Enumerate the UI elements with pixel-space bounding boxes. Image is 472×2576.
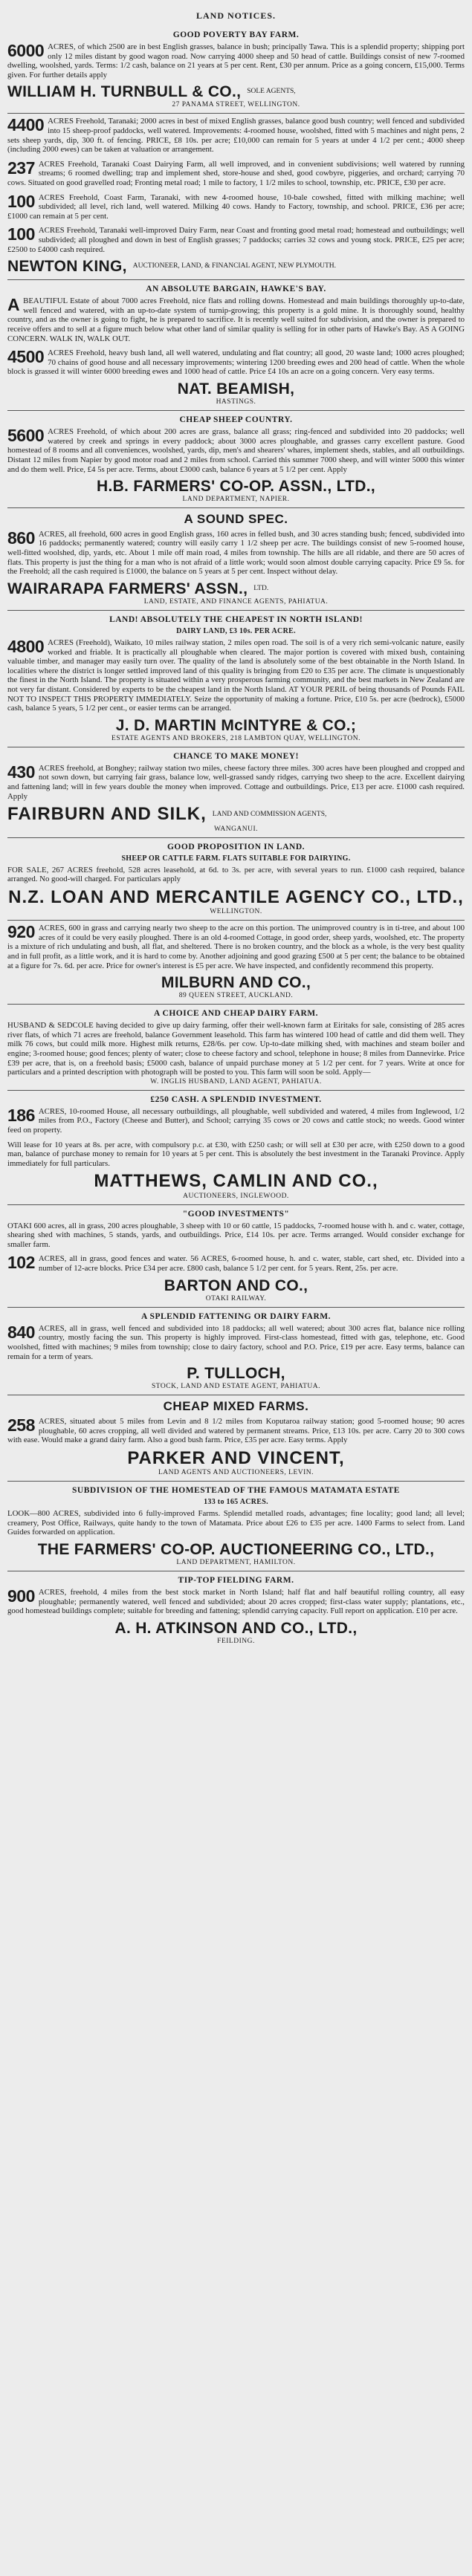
ad-text: ACRES Freehold, of which about 200 acres are grass, balance all grass; ring-fenced and subdivided into 20 paddocks; well watered by creek and springs in every paddock; about 3000 acres ploughable, and grasses carry excellent pasture. Good homestead of 8 rooms and all conveniences, woolshed, yards, dip, men's and shearers' whares, implement sheds, stables, and all outbuildings. Distant 12 miles from Napier by good motor road and 2 miles from school. Carried this summer 7000 sheep, and will winter 5000 this winter and do them well. Price, £4 5s per acre. Terms, about £3000 cash, balance 6 years at 5 1/2 per cent. Apply <box>7 427 465 474</box>
ad-subheading: DAIRY LAND, £3 10s. PER ACRE. <box>176 626 296 635</box>
agent-name: P. TULLOCH, <box>187 1365 285 1383</box>
ad-paragraph <box>7 866 465 884</box>
acreage-figure: 5600 <box>7 426 45 446</box>
ad-heading: CHEAP MIXED FARMS. <box>163 1399 309 1414</box>
ad-text: ACRES, situated about 5 miles from Levin and 8 1/2 miles from Koputaroa railway station; good 5-roomed house; 90 acres ploughable, 60 acres cropping, all well divided and watered by permanent streams. Price, £13 10s. per acre. Carry 20 to 300 cows with ease. Would make a grand dairy farm. Also a good bush farm. Price, £35 per acre. Easy terms. Apply <box>7 1416 465 1445</box>
agent-name: J. D. MARTIN McINTYRE & CO.; <box>115 716 357 734</box>
acreage-figure: 430 <box>7 762 35 782</box>
ad-heading: GOOD POVERTY BAY FARM. <box>172 30 300 39</box>
ad-body <box>7 427 465 474</box>
ad-paragraph <box>7 1107 465 1135</box>
ad-heading: £250 CASH. A SPLENDID INVESTMENT. <box>150 1094 322 1104</box>
agent-address: WANGANUI. <box>213 825 259 833</box>
ad-text: ACRES, all freehold, 600 acres in good English grass, 160 acres in felled bush, and 30 acres standing bush; fenced, subdivided into 16 paddocks; permanently watered; country will easily carry 1 1/2 sheep per acre. The buildings consist of new 5-roomed house, well-fitted woolshed, dip, yards, etc. About 1 mile off main road, 4 miles from township. The hills are all ridable, and there are 50 acres of flats. This property is just the thing for a man who is not afraid of a little work; would soon almost double carrying capacity. Price £9 5s. for the Freehold; all the cash required is £1000, the balance on 5 years at 5 per cent. Inspect without delay. <box>7 529 465 577</box>
agent-address: OTAKI RAILWAY. <box>205 1294 267 1302</box>
ad-paragraph <box>7 764 465 801</box>
ad-paragraph <box>7 638 465 713</box>
ad-body <box>7 866 465 884</box>
advertisement <box>7 114 465 280</box>
acreage-figure: 860 <box>7 528 35 548</box>
ad-text: ACRES, all in grass, well fenced and subdivided into 18 paddocks; all well watered; about 300 acres flat, balance nice rolling country, mostly facing the sun. This property is highly improved. First-class homestead, fitted with gas, telephone, etc. Good woolshed, fitted with machines; 9 miles from township; close to dairy factory, school and P.O. Price, £19 per acre. Easy terms, balance can remain for a term of years. <box>7 1323 465 1361</box>
advertisement <box>7 508 465 611</box>
ad-text: ACRES Freehold, heavy bush land, all well watered, undulating and flat country; all good, 20 waste land; 1000 acres ploughed; 70 chains of good house and all necessary improvements; wintering 1200 breeding ewes and 200 head of cattle. When the whole block is grassed it will winter 6000 breeding ewes and 1000 head of cattle. Price £4 10s an acre on a going concern. Very easy terms. <box>7 348 465 377</box>
agent-signature <box>7 805 465 824</box>
ad-text: ACRES freehold, at Bonghey; railway station two miles, cheese factory three miles. 300 acres have been ploughed and cropped and not sown down, but carrying fair grass, balance low, well-grassed sandy ridges, carrying two sheep to the acre. Excellent dairying and fattening land; will in few years double the money when improved. Cottage and outbuildings. Price, £13 per acre. £1000 cash required. Apply <box>7 763 465 801</box>
agent-name: THE FARMERS' CO-OP. AUCTIONEERING CO., LTD., <box>37 1540 435 1558</box>
ad-text: ACRES, all in grass, good fences and water. 56 ACRES, 6-roomed house, h. and c. water, stable, cart shed, etc. Divided into a number of 12-acre blocks. Price £34 per acre. £800 cash, balance 5 1/2 per cent. for 5 years. Rent, 25s. per acre. <box>38 1254 465 1274</box>
ad-paragraph <box>7 1222 465 1250</box>
ad-body <box>7 1588 465 1616</box>
agent-name: PARKER AND VINCENT, <box>127 1447 345 1468</box>
agent-role: AUCTIONEER, LAND, & FINANCIAL AGENT, NEW PLYMOUTH. <box>132 262 337 270</box>
advertisement <box>7 921 465 1005</box>
agent-signature <box>7 717 465 734</box>
agent-address: LAND AGENTS AND AUCTIONEERS, LEVIN. <box>158 1469 314 1477</box>
ad-body <box>7 1324 465 1361</box>
agent-address: ESTATE AGENTS AND BROKERS, 218 LAMBTON QUAY, WELLINGTON. <box>111 734 361 742</box>
advertisement <box>7 1395 465 1482</box>
agent-address: STOCK, LAND AND ESTATE AGENT, PAHIATUA. <box>151 1383 321 1391</box>
agent-signature <box>7 380 465 398</box>
agent-address: LAND, ESTATE, AND FINANCE AGENTS, PAHIATUA. <box>143 597 329 606</box>
acreage-figure: 6000 <box>7 41 45 60</box>
ad-paragraph <box>7 1254 465 1273</box>
agent-signature <box>7 1172 465 1191</box>
acreage-figure: 186 <box>7 1105 35 1125</box>
ad-paragraph <box>7 427 465 474</box>
ad-text: ACRES, freehold, 4 miles from the best stock market in North Island; half flat and half beautiful rolling country, all easy ploughable; permanently watered, well fenced and subdivided; about 20 acres cropped; first-class water supply; plantations, etc., good homestead buildings complete; suitable for breeding and fattening; splendid carrying capacity. Full report on application. £10 per acre. <box>7 1587 465 1616</box>
agent-signature <box>7 83 465 100</box>
agent-name: WAIRARAPA FARMERS' ASSN., <box>7 580 248 597</box>
ad-paragraph <box>7 1509 465 1537</box>
acreage-figure: 100 <box>7 191 35 211</box>
ad-heading: A SOUND SPEC. <box>184 512 288 527</box>
agent-name: WILLIAM H. TURNBULL & CO., <box>7 83 242 101</box>
ad-paragraph <box>7 160 465 188</box>
acreage-figure: 4400 <box>7 115 45 135</box>
agent-signature <box>7 1365 465 1382</box>
ad-text: LOOK—800 ACRES, subdivided into 6 fully-improved Farms. Splendid metalled roads, advantages; fine locality; good land; all level; creamery, Post Office, Railways, quite handy to the town of Matamata. Price about £26 to £35 per acre. 1400 Farms to select from. Land Guides forwarded on application. <box>7 1509 465 1537</box>
ad-text: HUSBAND & SEDCOLE having decided to give up dairy farming, offer their well-known farm at Eiritaks for sale, consisting of 285 acres river flats, of which 71 acres are freehold, balance Government leasehold. This farm has wintered 100 head of cattle and did them well. They milk 76 cows, but could milk more. Highest milk returns, £28/6s. per cow. Up-to-date milking shed, with machines and steam boiler and engine; 3-roomed house; good fences; plenty of water; close to cheese factory and school, telephone in house; 8 miles from Dannevirke. Price £39 per acre, that is, on a freehold basis; £5000 cash, balance of unpaid purchase money at 5 1/2 per cent. for 7 years. Write at once for particulars and a printed description with photograph will be posted to you. This farm will soon be sold. Apply— <box>7 1021 465 1077</box>
advertisement <box>7 411 465 508</box>
ad-paragraph <box>7 1324 465 1361</box>
agent-name: BARTON AND CO., <box>164 1276 308 1294</box>
agent-name: H.B. FARMERS' CO-OP. ASSN., LTD., <box>96 478 376 496</box>
agent-signature <box>7 1541 465 1558</box>
agent-name: MATTHEWS, CAMLIN AND CO., <box>94 1171 378 1192</box>
ad-text: BEAUTIFUL Estate of about 7000 acres Freehold, nice flats and rolling downs. Homestead and main buildings thoroughly up-to-date, well fenced and watered, with an up-to-date system of turnip-growing; this property is a gold mine. It is thoroughly sound, healthy country, and as the owner is going to fight, he is prepared to sacrifice. It is recently well suited for subdivision, and the owner is prepared to receive offers and to sell at a figure much below what other land of similar quality is selling for in other parts of Hawke's Bay. AS A GOING CONCERN. WALK IN, WALK OUT. <box>7 296 465 343</box>
ad-heading: GOOD PROPOSITION IN LAND. <box>167 842 305 851</box>
agent-name: N.Z. LOAN AND MERCANTILE AGENCY CO., LTD., <box>8 886 464 907</box>
ad-paragraph <box>7 1588 465 1616</box>
ad-paragraph <box>7 924 465 970</box>
ad-heading: "GOOD INVESTMENTS" <box>182 1209 290 1219</box>
ad-heading: A CHOICE AND CHEAP DAIRY FARM. <box>154 1009 318 1019</box>
agent-address: AUCTIONEERS, INGLEWOOD. <box>183 1192 289 1200</box>
ad-heading: TIP-TOP FIELDING FARM. <box>178 1575 294 1585</box>
advertisement <box>7 747 465 838</box>
ad-heading: A SPLENDID FATTENING OR DAIRY FARM. <box>141 1311 331 1321</box>
ad-paragraph <box>7 42 465 80</box>
ad-body <box>7 42 465 80</box>
agent-address: WELLINGTON. <box>210 908 262 916</box>
ad-paragraph <box>7 1417 465 1445</box>
agent-signature <box>7 258 465 275</box>
ad-paragraph <box>7 193 465 221</box>
ad-text: Will lease for 10 years at 8s. per acre, with compulsory p.c. at £30, with £250 cash; or will sell at £30 per acre, with £250 down to a good man, balance of purchase money to remain for 10 years at 5 per cent. This is absolutely the best investment in the Taranaki Province. Apply immediately for full particulars. <box>7 1140 465 1168</box>
ad-text: ACRES, 600 in grass and carrying nearly two sheep to the acre on this portion. The unimproved country is in ti-tree, and about 100 acres of it could be very easily ploughed. There is an old 4-roomed Cottage, in good order, sheep yards, woolshed, etc. The property is a mixture of rich undulating and bush, all flat, and sheltered. There is no broken country, and the block as a whole, is the very best quality and in full profit, as a little work, and it is hard to come by. Another adjoining and good grazing £500 at 5 per cent; the balance to be obtained at a figure for 7s. 6d. per acre. Price for owner's interest is £5 per acre. We have inspected, and confidently recommend this property. <box>7 924 465 970</box>
ad-paragraph <box>7 226 465 254</box>
acreage-figure: 100 <box>7 224 35 244</box>
ad-heading: CHANCE TO MAKE MONEY! <box>173 751 299 761</box>
agent-signature <box>7 580 465 597</box>
agent-name: NEWTON KING, <box>7 258 127 276</box>
agent-name: A. H. ATKINSON AND CO., LTD., <box>114 1619 358 1637</box>
ad-subheading: 133 to 165 ACRES. <box>204 1498 268 1507</box>
ad-text: FOR SALE, 267 ACRES freehold, 528 acres leasehold, at 6d. to 3s. per acre, with several years to run. £1000 cash required, balance arranged. No good-will charged. For particulars apply <box>7 865 465 884</box>
ad-body <box>7 1107 465 1169</box>
ad-heading: AN ABSOLUTE BARGAIN, HAWKE'S BAY. <box>146 285 326 294</box>
ad-body <box>7 296 465 377</box>
ad-body <box>7 1509 465 1537</box>
advertisement <box>7 611 465 747</box>
ad-paragraph <box>7 117 465 154</box>
agent-signature <box>7 478 465 495</box>
section-title: LAND NOTICES. <box>195 10 277 21</box>
agent-address: FEILDING. <box>217 1637 255 1645</box>
agent-signature <box>7 1620 465 1637</box>
advertisement <box>7 1205 465 1308</box>
agent-name: NAT. BEAMISH, <box>177 380 295 398</box>
ad-text: ACRES, 10-roomed House, all necessary outbuildings, all ploughable, well subdivided and watered, 4 miles from Inglewood, 1/2 miles from P.O., Factory (Cheese and Butter), and School; carrying 35 cows or 20 cows and cattle stock; no weeds. Good winter feed on property. <box>7 1106 465 1135</box>
ad-body <box>7 1222 465 1274</box>
advertisement <box>7 838 465 921</box>
ad-text: ACRES (Freehold), Waikato, 10 miles railway station, 2 miles open road. The soil is of a very rich semi-volcanic nature, easily worked and friable. It is practically all ploughable when cleared. The major portion is covered with mixed bush, containing valuable timber, and manager may easily turn over. The quality of the land is absolutely some of the best obtainable in the North Island. In localities where the district is longer settled improved land of this quality is bringing from £20 to £35 per acre. The climate is unquestionably the finest in the North Island. The property is situated within a very prosperous farming community, and the best markets in New Zealand are not very far distant. Considered by experts to be the cheapest land in the North Island. AT YOUR PERIL of being thousands of Pounds FAIL NOT TO INSPECT THIS PROPERTY IMMEDIATELY. Seize the opportunity of making a fortune. Price, £10 5s. per acre (bedrock), £5000 cash, balance 5 years, 5 1/2 per cent., or easier terms can be arranged. <box>7 637 465 713</box>
advertisement <box>7 1571 465 1649</box>
agent-address: 27 PANAMA STREET, WELLINGTON. <box>172 101 300 109</box>
acreage-figure: 102 <box>7 1253 35 1273</box>
agent-address: LAND DEPARTMENT, HAMILTON. <box>176 1558 296 1566</box>
advertisement <box>7 1482 465 1571</box>
ad-heading: LAND! ABSOLUTELY THE CHEAPEST IN NORTH ISLAND! <box>109 614 363 624</box>
agent-signature <box>7 888 465 907</box>
agent-name: MILBURN AND CO., <box>161 974 311 992</box>
ad-body <box>7 638 465 713</box>
agent-role: LTD. <box>253 584 269 592</box>
agent-signature <box>7 974 465 991</box>
agent-address: 89 QUEEN STREET, AUCKLAND. <box>178 992 294 1000</box>
acreage-figure: 900 <box>7 1586 35 1606</box>
acreage-figure: 258 <box>7 1415 35 1435</box>
agent-address: HASTINGS. <box>216 398 256 406</box>
agent-address: LAND DEPARTMENT, NAPIER. <box>182 496 290 504</box>
acreage-figure: 237 <box>7 158 35 178</box>
acreage-figure: 4500 <box>7 347 45 367</box>
ad-body <box>7 1417 465 1445</box>
acreage-figure: 920 <box>7 922 35 942</box>
ad-paragraph <box>7 1021 465 1077</box>
ad-text: ACRES Freehold, Taranaki; 2000 acres in best of mixed English grasses, balance good bush country; well fenced and subdivided into 15 sheep-proof paddocks, well watered. Improvements: 4-roomed house, woolshed, fitted with 5 machines and night pens, 2 sets sheep yards, dip, 300 ft. of fencing. PRICE, £8 10s. per acre; £10,000 can remain for 5 years at under 4 1/2 per cent.; 4000 sheep (including 2000 ewes) can be taken at valuation or arrangement. <box>7 117 465 155</box>
ad-text: OTAKI 600 acres, all in grass, 200 acres ploughable, 3 sheep with 10 or 60 cattle, 15 paddocks, 7-roomed house with h. and c. water, cottage, shearing shed with machines, 5 stands, yards, and outbuildings. Price, £14 10s. per acre. Terms arranged. Would consider exchange for smaller farm. <box>7 1221 465 1249</box>
ad-heading: CHEAP SHEEP COUNTRY. <box>179 415 293 425</box>
ad-body <box>7 924 465 970</box>
ad-text: ACRES Freehold, Taranaki well-improved Dairy Farm, near Coast and fronting good metal road; homestead and outbuildings; well subdivided; all ploughed and down in best of English grasses; 7 paddocks; carries 32 cows and young stock. PRICE, £25 per acre; £2500 to £4000 cash required. <box>7 226 465 254</box>
ad-body <box>7 117 465 254</box>
ad-text: ACRES Freehold, Coast Farm, Taranaki, with new 4-roomed house, 10-bale cowshed, fitted with milking machine; well subdivided; all level, rich land, well watered. Milking 40 cows. Handy to Factory, township, and school. PRICE, £36 per acre; £1000 can remain at 5 per cent. <box>7 192 465 221</box>
acreage-figure: 840 <box>7 1322 35 1342</box>
agent-signature <box>7 1449 465 1468</box>
advertisement <box>7 1091 465 1205</box>
ad-subheading: SHEEP OR CATTLE FARM. FLATS SUITABLE FOR DAIRYING. <box>121 854 351 863</box>
ad-text: ACRES, of which 2500 are in best English grasses, balance in bush; principally Tawa. This is a splendid property; shipping port only 12 miles distant by good wagon road. Now carrying 4000 sheep and 50 head of cattle. Buildings consist of new 7-roomed dwelling, woolshed, yards. Terms: 1/2 cash, balance on 21 years at 5 per cent. Rent, £30 per annum. Price as a going concern, £15,000. Terms given. For further details apply <box>7 42 465 80</box>
agent-signature <box>7 1277 465 1294</box>
ad-body <box>7 764 465 801</box>
agent-address: W. INGLIS HUSBAND, LAND AGENT, PAHIATUA. <box>150 1077 322 1086</box>
advertisement <box>7 280 465 411</box>
ad-heading: SUBDIVISION OF THE HOMESTEAD OF THE FAMOUS MATAMATA ESTATE <box>72 1486 400 1496</box>
ad-paragraph <box>7 348 465 377</box>
ad-paragraph <box>7 296 465 343</box>
agent-role: LAND AND COMMISSION AGENTS, <box>212 810 327 818</box>
ad-paragraph <box>7 1141 465 1169</box>
agent-name: FAIRBURN AND SILK, <box>7 804 207 825</box>
advertisement <box>7 26 465 114</box>
advertisement <box>7 1308 465 1395</box>
ad-body <box>7 1021 465 1077</box>
ad-paragraph <box>7 530 465 577</box>
ad-text: ACRES Freehold, Taranaki Coast Dairying Farm, all well improved, and in convenient subdivisions; well watered by running streams; 6 roomed dwelling; trap and implement shed, store-house and shed, good cowbyre, piggeries, and orchard; carrying 70 cows. Situated on good gravelled road; Fronting metal road; 1 mile to factory, 1 1/2 miles to school, township, etc. PRICE, £30 per acre. <box>7 159 465 188</box>
acreage-figure: 4800 <box>7 636 45 656</box>
advertisement <box>7 1005 465 1091</box>
ad-body <box>7 530 465 577</box>
ads-list <box>7 26 465 1649</box>
agent-role: SOLE AGENTS, <box>247 88 296 96</box>
acreage-figure: A <box>7 295 20 315</box>
